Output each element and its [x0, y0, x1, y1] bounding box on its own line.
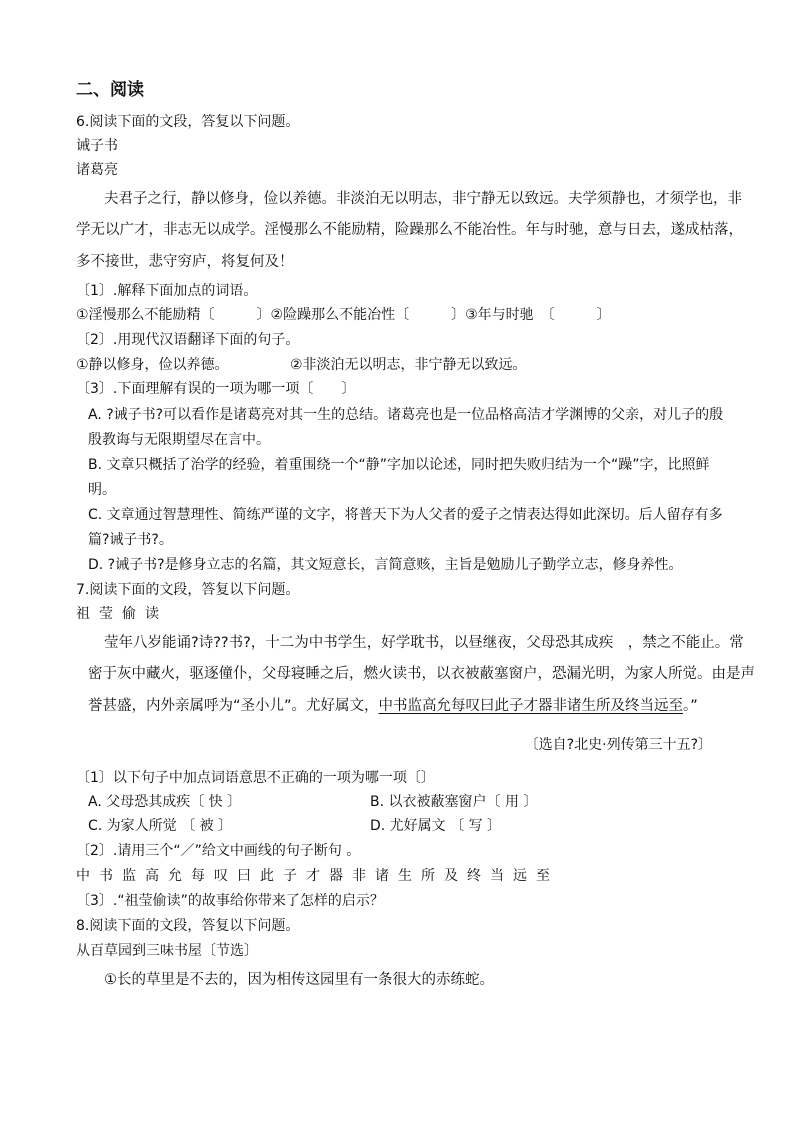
q6-sub1-items: ①淫慢那么不能励精〔 〕②险躁那么不能冶性〔 〕③年与时驰 〔 〕 [76, 307, 611, 323]
section-title: 二、阅读 [76, 80, 144, 100]
q7-sub3-label: 〔3〕.“祖莹偷读”的故事给你带来了怎样的启示？ [76, 893, 384, 909]
q7-sub2-sentence: 中书监高允每叹曰此子才器非诸生所及终当远至 [76, 868, 559, 884]
q6-sub2-item-1: ①静以修身，俭以养德。 [76, 357, 229, 373]
q7-underlined-sentence: 中书监高允每叹曰此子才器非诸生所及终当远至 [378, 698, 684, 714]
q6-sub2-item-2: ②非淡泊无以明志，非宁静无以致远。 [290, 357, 527, 373]
q6-sub3-label: 〔3〕.下面理解有误的一项为哪一项〔 〕 [76, 381, 356, 397]
q7-passage-line-3-start: 誉甚盛，内外亲属呼为“圣小儿”。尤好属文， [88, 698, 379, 714]
q6-option-b-line-1: B. 文章只概括了治学的经验，着重围绕一个“静”字加以论述，同时把失败归结为一个“躁”字，比照鲜 [88, 457, 710, 473]
q7-source: 〔选自?北史·列传第三十五?〕 [524, 737, 712, 753]
q6-option-a-line-1: A. ?诫子书?可以看作是诸葛亮对其一生的总结。诸葛亮也是一位品格高洁才学渊博的父亲，对儿子的殷 [88, 407, 724, 423]
q6-option-a-line-2: 殷教诲与无限期望尽在言中。 [88, 432, 270, 448]
q8-passage-line-1: ①长的草里是不去的，因为相传这园里有一条很大的赤练蛇。 [104, 972, 494, 988]
q8-title: 从百草园到三味书屋〔节选〕 [76, 943, 258, 959]
q7-prompt: 7.阅读下面的文段，答复以下问题。 [76, 582, 300, 598]
q6-prompt: 6.阅读下面的文段，答复以下问题。 [76, 114, 300, 130]
q7-sub1-label: 〔1〕以下句子中加点词语意思不正确的一项为哪一项〔〕 [76, 770, 435, 786]
q6-passage-line-2: 学无以广才，非志无以成学。淫慢那么不能励精，险躁那么不能冶性。年与时驰，意与日去，遂成枯落， [76, 222, 743, 238]
q8-prompt: 8.阅读下面的文段，答复以下问题。 [76, 918, 300, 934]
q6-option-c-line-1: C. 文章通过智慧理性、简练严谨的文字，将普天下为人父者的爱子之情表达得如此深切。后人留存有多 [88, 507, 723, 523]
q7-option-d: D. 尤好属文 〔 写 〕 [370, 818, 502, 834]
q7-passage-line-3-end: 。” [683, 698, 698, 714]
q6-passage-line-1: 夫君子之行，静以修身，俭以养德。非淡泊无以明志，非宁静无以致远。夫学须静也，才须学也，非 [104, 191, 742, 207]
q7-sub2-label: 〔2〕.请用三个“／”给文中画线的句子断句 。 [76, 843, 361, 859]
q6-sub1-label: 〔1〕.解释下面加点的词语。 [76, 283, 258, 299]
q6-title: 诫子书 [76, 138, 118, 154]
q7-title: 祖莹偷读 [76, 606, 168, 622]
q7-option-a: A. 父母恐其成疾〔 快 〕 [88, 794, 242, 810]
q6-option-b-line-2: 明。 [88, 482, 116, 498]
q7-option-b: B. 以衣被蔽塞窗户〔 用 〕 [370, 794, 538, 810]
q7-option-c: C. 为家人所觉 〔 被 〕 [88, 818, 233, 834]
q6-author: 诸葛亮 [76, 162, 118, 178]
q7-passage-line-2: 密于灰中藏火，驱逐僮仆，父母寝睡之后，燃火读书，以衣被蔽塞窗户，恐漏光明，为家人所觉。由是声 [88, 666, 755, 682]
q6-passage-line-3: 多不接世，悲守穷庐，将复何及！ [76, 254, 294, 270]
q7-passage-line-1: 莹年八岁能诵?诗??书?，十二为中书学生，好学耽书，以昼继夜，父母恐其成疾 ，禁之不能止。常 [104, 635, 744, 651]
q6-sub2-label: 〔2〕.用现代汉语翻译下面的句子。 [76, 332, 300, 348]
q6-option-d: D. ?诫子书?是修身立志的名篇，其文短意长，言简意赅，主旨是勉励儿子勤学立志，修身养性。 [88, 557, 683, 573]
q7-passage-line-3 [88, 696, 698, 716]
q6-option-c-line-2: 篇?诫子书?。 [88, 532, 173, 548]
